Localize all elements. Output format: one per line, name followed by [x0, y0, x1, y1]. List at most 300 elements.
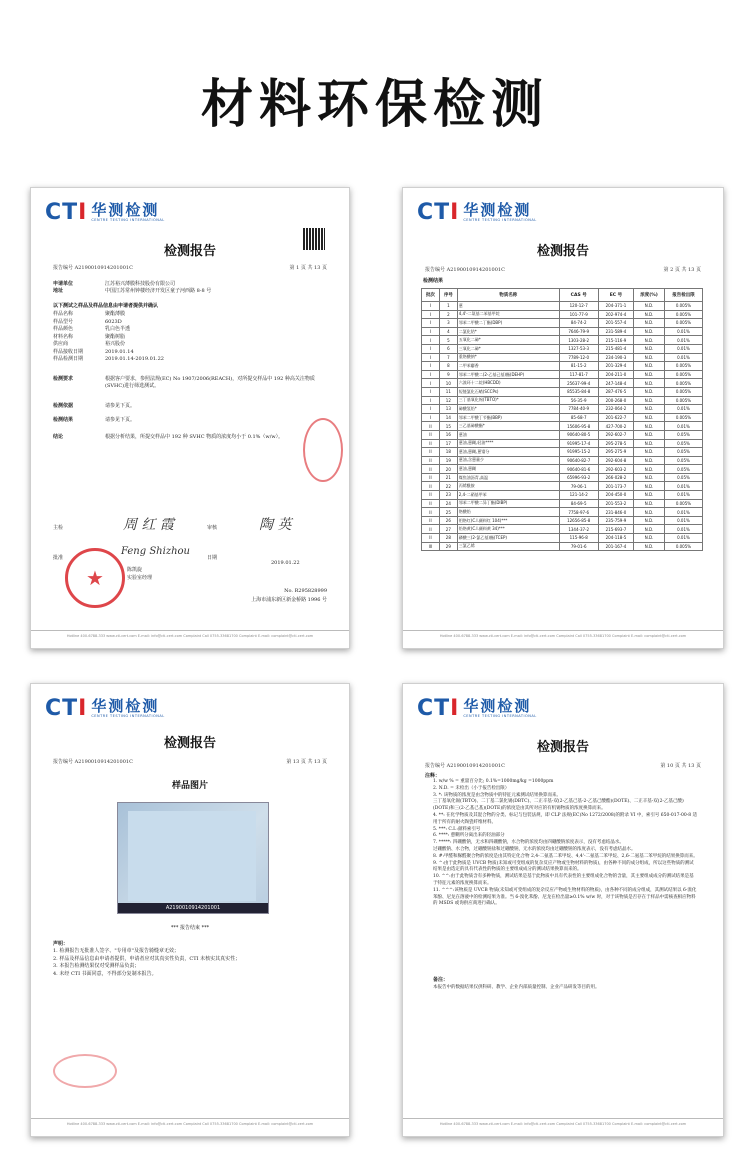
- page-number: 第 13 页 共 13 页: [286, 759, 327, 765]
- table-cell: 邻苯二甲酸二(2-乙基己基)酯(DEHP): [457, 370, 559, 379]
- table-cell: I: [422, 413, 440, 422]
- table-cell: II: [422, 491, 440, 500]
- table-cell: 2,4-二硝基甲苯: [457, 491, 559, 500]
- table-cell: 231-589-4: [598, 327, 633, 336]
- table-cell: N.D.: [634, 482, 665, 491]
- table-cell: 91995-17-4: [559, 439, 598, 448]
- table-cell: I: [422, 370, 440, 379]
- table-cell: 4: [439, 327, 457, 336]
- table-cell: 25637-99-4: [559, 379, 598, 388]
- table-cell: 202-974-4: [598, 310, 633, 319]
- table-cell: II: [422, 422, 440, 431]
- table-row: [422, 362, 703, 371]
- table-cell: N.D.: [634, 362, 665, 371]
- table-cell: 287-476-5: [598, 387, 633, 396]
- note-item: 三丁基氧化锡(TBTO)、二丁基二氯化锡(DBTC)、二正辛基-双(2-乙基己基-2-乙基己酸酯)(DOTE)、二正辛基-双(2-乙基己酸)(DOTE)和三(2-乙基己基)(DOTE)的浓度是由其所对应的有机锡物质的浓度换算而来。: [433, 799, 684, 812]
- table-cell: 0.01%: [664, 491, 702, 500]
- table-cell: 丙烯酰胺: [457, 482, 559, 491]
- table-cell: 28: [439, 534, 457, 543]
- table-cell: 0.005%: [664, 413, 702, 422]
- table-cell: 蒽油,蒽糊,蒽馏分: [457, 448, 559, 457]
- table-cell: 0.01%: [664, 327, 702, 336]
- table-cell: 234-190-3: [598, 353, 633, 362]
- table-cell: 蒽: [457, 302, 559, 311]
- table-cell: II: [422, 448, 440, 457]
- table-cell: 231-846-0: [598, 508, 633, 517]
- table-cell: 204-211-0: [598, 370, 633, 379]
- table-cell: 0.01%: [664, 353, 702, 362]
- table-cell: N.D.: [634, 387, 665, 396]
- table-row: [422, 491, 703, 500]
- table-cell: II: [422, 465, 440, 474]
- table-cell: II: [422, 430, 440, 439]
- table-row: [422, 542, 703, 551]
- table-cell: 200-268-0: [598, 396, 633, 405]
- cti-logo: CTI 华测检测 CENTRE TESTING INTERNATIONAL: [45, 200, 165, 225]
- table-cell: 85535-84-8: [559, 387, 598, 396]
- report-page-2: [402, 187, 724, 649]
- table-row: [422, 473, 703, 482]
- table-cell: 4,4'-二氨基二苯基甲烷: [457, 310, 559, 319]
- statements: [53, 948, 333, 978]
- report-title: 检测报告: [536, 244, 589, 259]
- table-cell: 短链氯化石蜡(SCCPs): [457, 387, 559, 396]
- table-cell: 蒽油,含蒽量少: [457, 456, 559, 465]
- table-cell: N.D.: [634, 396, 665, 405]
- sample-field: 样品名称 聚酯薄膜: [53, 311, 126, 317]
- seal-icon: [53, 1054, 117, 1088]
- table-cell: 0.05%: [664, 456, 702, 465]
- table-cell: 0.005%: [664, 542, 702, 551]
- table-cell: 0.005%: [664, 319, 702, 328]
- table-cell: 266-028-2: [598, 473, 633, 482]
- table-cell: 27: [439, 525, 457, 534]
- report-number: 报告编号 A2190010914201001C: [53, 759, 133, 765]
- table-cell: 90640-80-5: [559, 430, 598, 439]
- table-row: [422, 448, 703, 457]
- table-cell: 1303-28-2: [559, 336, 598, 345]
- table-cell: 115-96-8: [559, 534, 598, 543]
- photo-title: 样品图片: [171, 781, 208, 791]
- table-cell: 0.05%: [664, 448, 702, 457]
- report-number: 报告编号 A2190010914201001C: [425, 267, 505, 273]
- sample-field: 供应商 裕兴股份: [53, 341, 126, 347]
- note-item: 7. *****: 四硼酸钠，无水和四硼酸钠，水合物的浓度均由四硼酸钠浓度表示，没有考虑结晶水。: [433, 840, 624, 846]
- table-cell: 90640-82-7: [559, 456, 598, 465]
- table-cell: 204-118-5: [598, 534, 633, 543]
- table-cell: 17: [439, 439, 457, 448]
- report-number: 报告编号 A2190010914201001C: [53, 265, 133, 271]
- table-cell: 5: [439, 336, 457, 345]
- conclusion: 根据分析结果，所提交样品中 192 种 SVHC 物质的浓度均小于 0.1%（w/w）。: [105, 434, 284, 440]
- note-item: 4. **: 在化学物质及其混合物的分类、标记与包装法规，即 CLP 法规(EC)No 1272/2008)的附录 VI 中，索引号 650-017-00-8 适用于所有的耐火陶瓷纤维材料。: [433, 812, 698, 825]
- table-cell: II: [422, 473, 440, 482]
- note-item: 6. ****: 蒽糊所分离出来的轻油部分: [433, 833, 505, 839]
- table-cell: 15: [439, 422, 457, 431]
- table-cell: 煤焦油沥青,高温: [457, 473, 559, 482]
- table-cell: 邻苯二甲酸二丁酯(DBP): [457, 319, 559, 328]
- table-cell: 10: [439, 379, 457, 388]
- table-cell: 1327-53-3: [559, 344, 598, 353]
- table-row: [422, 499, 703, 508]
- table-cell: 7789-12-0: [559, 353, 598, 362]
- table-cell: 0.01%: [664, 336, 702, 345]
- table-cell: 重铬酸钠*: [457, 353, 559, 362]
- table-cell: 201-167-4: [598, 542, 633, 551]
- table-cell: 蒽油,蒽糊,轻油****: [457, 439, 559, 448]
- table-cell: 14: [439, 413, 457, 422]
- report-date: 2019.01.22: [271, 560, 300, 566]
- table-cell: 117-81-7: [559, 370, 598, 379]
- table-cell: I: [422, 396, 440, 405]
- table-cell: 9: [439, 370, 457, 379]
- table-cell: 0.01%: [664, 534, 702, 543]
- table-header: EC 号: [598, 289, 633, 302]
- table-cell: N.D.: [634, 491, 665, 500]
- report-title: 检测报告: [163, 736, 216, 751]
- table-cell: N.D.: [634, 448, 665, 457]
- table-cell: 25: [439, 508, 457, 517]
- table-cell: 砷酸氢铅*: [457, 405, 559, 414]
- table-cell: II: [422, 482, 440, 491]
- table-cell: II: [422, 525, 440, 534]
- table-row: [422, 405, 703, 414]
- sample-field: 样品检测日期 2019.01.14-2019.01.22: [53, 356, 164, 362]
- sample-field: 材料名称 聚酯树脂: [53, 333, 126, 340]
- table-cell: 56-35-9: [559, 396, 598, 405]
- table-cell: I: [422, 310, 440, 319]
- table-cell: 215-116-9: [598, 336, 633, 345]
- table-cell: 0.05%: [664, 430, 702, 439]
- table-row: [422, 422, 703, 431]
- report-page-10: CTI 华测检测 CENTRE TESTING INTERNATIONAL 检测报告 报告编号 A2190010914201001C 第 10 页 共 13 页 注释： 1. w/w % = 重量百分比; 0.1%=1000mg/kg =1000ppm 2. N.D. = 未检出（小于报告检出限） 3. *: 该物质的浓度是由含物质中的特征元素测试结果换算而来。 三丁基氧化锡(TBTO)、二丁基二氯化锡(DBTC)、二正辛基-双(2-乙基己基-2-乙基己酸酯)(DOTE)、二正辛基-双(2-乙基己酸)(DOTE)和三(2-乙基己基)(DOTE)的浓度是由其所对应的有机锡物质的浓度换算而来。 4. **: 在化学物质及其混合物的分类、标记与包装法规，即 CLP 法规(EC)No 1272/2008)的附录 VI 中，索引号 650-017-00-8 适用于所有的耐火陶瓷纤维材料。 5. ***: C.I.:颜料索引号 6. ****: 蒽糊所分离出来的轻油部分 7. *****: 四硼酸钠，无水和四硼酸钠，水合物的浓度均由四硼酸钠浓度表示，没有考虑结晶水。 过硼酸钠、水合物，过硼酸钠盐和过硼酸钠，无水的浓度均由过硼酸钠的浓度表示，没有考虑结晶水。 8. #:甲醛和脲醛聚合物的浓度是由其特定化合物 2,4-二氨基二苯甲烷、4,4'-二氨基二苯甲烷、2,6-二氨基二苯甲烷的结果换算而来。 9. ^:由于此物质是 UVCB 物质(未知或可变组成的复杂反应产物或生物材料的物质)，由各种不同的成分组成，所以这些物质的测试结果是由选定的具有代表性的物质的主要组成成分的测试结果换算而来的。 10. ^^:由于此物质含有多种物质，测试结果是基于此物质中具有代表性的主要组成化合物的含量，其主要组成成分的测试结果是基于特征元素的浓度换算而来。 11. ^^^:该物质是 UVCB 物质(未知或可变组成的复杂反应产物或生物材料的物质)，由各种不同的成分组成，其测试结果以 6-溴化苯酚、尼龙在溶液中的检测结果为准。当 6-溴化苯酚、尼龙在检出量≥0.1% w/w 时，对于该物质是否存在于样品中需核查相应物料的 MSDS 或询供应商进行确认。 备注： 本报告中的数据结果仅供科研、教学、企业内部质量控制、企业产品研发等目的用。 Hotline 400-6788-333 www.cti-cert.com E-mail: info@cti-cert.com Complaint Call 0755-33681700 Complaint E-mail: complaint@cti-cert.com: [402, 683, 724, 1137]
- table-cell: 65996-93-2: [559, 473, 598, 482]
- table-row: [422, 430, 703, 439]
- table-cell: 101-77-9: [559, 310, 598, 319]
- table-cell: I: [422, 405, 440, 414]
- table-cell: 二氯化钴*: [457, 327, 559, 336]
- table-cell: 20: [439, 465, 457, 474]
- table-cell: N.D.: [634, 465, 665, 474]
- table-cell: N.D.: [634, 379, 665, 388]
- table-cell: 7758-97-6: [559, 508, 598, 517]
- table-cell: 0.01%: [664, 516, 702, 525]
- table-header: 浓度(%): [634, 289, 665, 302]
- table-row: [422, 516, 703, 525]
- table-row: [422, 353, 703, 362]
- table-row: [422, 439, 703, 448]
- table-cell: II: [422, 499, 440, 508]
- statement-item: 4. 未经 CTI 书面同意，不得部分复制本报告。: [53, 970, 157, 977]
- table-cell: 121-14-2: [559, 491, 598, 500]
- table-cell: 0.005%: [664, 379, 702, 388]
- statement-item: 3. 本报告检测结果仅对受测样品负责；: [53, 963, 140, 969]
- table-cell: 0.01%: [664, 508, 702, 517]
- table-cell: 19: [439, 456, 457, 465]
- table-cell: 7646-79-9: [559, 327, 598, 336]
- table-cell: N.D.: [634, 405, 665, 414]
- table-cell: 215-481-4: [598, 344, 633, 353]
- table-cell: N.D.: [634, 534, 665, 543]
- table-cell: 0.05%: [664, 473, 702, 482]
- table-cell: 0.005%: [664, 370, 702, 379]
- signature-compiled: 周 红 霞: [123, 517, 174, 533]
- sample-field: 样品颜色 乳白色半透: [53, 326, 131, 332]
- signature-reviewed: 陶 英: [259, 517, 292, 533]
- table-cell: 22: [439, 482, 457, 491]
- footer: Hotline 400-6788-333 www.cti-cert.com E-mail: info@cti-cert.com Complaint Call 0755-33681700 Complaint E-mail: complaint@cti-cert.com: [31, 630, 349, 638]
- table-cell: 292-604-8: [598, 456, 633, 465]
- table-cell: 三氯乙烯: [457, 542, 559, 551]
- table-cell: I: [422, 362, 440, 371]
- table-cell: 292-602-7: [598, 430, 633, 439]
- table-row: [422, 344, 703, 353]
- note-item: 3. *: 该物质的浓度是由含物质中的特征元素测试结果换算而来。: [433, 792, 561, 798]
- table-cell: 247-148-4: [598, 379, 633, 388]
- table-cell: 11: [439, 387, 457, 396]
- sample-section: 以下测试之样品及样品信息由申请者提供并确认: [53, 303, 159, 309]
- signature-approved: Feng Shizhou: [121, 546, 190, 557]
- results-section: 检测结果: [423, 278, 444, 284]
- note-item: 2. N.D. = 未检出（小于报告检出限）: [433, 785, 510, 791]
- table-cell: 23: [439, 491, 457, 500]
- report-number: 报告编号 A2190010914201001C: [425, 763, 505, 769]
- report-title: 检测报告: [536, 740, 589, 755]
- table-cell: 二甲苯麝香: [457, 362, 559, 371]
- page-number: 第 10 页 共 13 页: [660, 763, 701, 769]
- table-cell: 235-759-9: [598, 516, 633, 525]
- table-cell: 295-278-5: [598, 439, 633, 448]
- table-cell: 12656-85-8: [559, 516, 598, 525]
- notes: [433, 779, 698, 908]
- table-cell: N.D.: [634, 327, 665, 336]
- photo-caption: A2190010914201001: [118, 903, 268, 913]
- table-cell: 232-064-2: [598, 405, 633, 414]
- note-item: 9. ^:由于此物质是 UVCB 物质(未知或可变组成的复杂反应产物或生物材料的物质)，由各种不同的成分组成，所以这些物质的测试结果是由选定的具有代表性的物质的主要组成成分的测试结果换算而来的。: [433, 860, 694, 873]
- table-row: [422, 525, 703, 534]
- table-cell: 91995-15-2: [559, 448, 598, 457]
- table-cell: 0.01%: [664, 422, 702, 431]
- table-cell: N.D.: [634, 499, 665, 508]
- table-cell: 204-371-1: [598, 302, 633, 311]
- sample-field: 样品接收日期 2019.01.14: [53, 348, 134, 355]
- sample-photo: [117, 802, 269, 914]
- table-row: [422, 379, 703, 388]
- table-cell: N.D.: [634, 310, 665, 319]
- table-cell: 201-173-7: [598, 482, 633, 491]
- table-cell: 18: [439, 448, 457, 457]
- table-cell: N.D.: [634, 516, 665, 525]
- table-cell: I: [422, 327, 440, 336]
- cti-logo: CTI 华测检测 CENTRE TESTING INTERNATIONAL: [417, 696, 537, 721]
- footer: Hotline 400-6788-333 www.cti-cert.com E-mail: info@cti-cert.com Complaint Call 0755-33681700 Complaint E-mail: complaint@cti-cert.com: [403, 630, 723, 638]
- table-cell: 201-553-2: [598, 499, 633, 508]
- table-cell: 五氧化二砷*: [457, 336, 559, 345]
- table-cell: N.D.: [634, 344, 665, 353]
- statement-item: 2. 样品及样品信息由申请者提供，申请者应对其真实性负责，CTI 未核实其真实性；: [53, 955, 241, 962]
- table-cell: N.D.: [634, 413, 665, 422]
- report-page-1: CTI 华测检测 CENTRE TESTING INTERNATIONAL 检测报告 报告编号 A2190010914201001C 第 1 页 共 13 页 申请单位 江苏裕兴薄膜科技股份有限公司 地址 中国江苏常州钟楼经济开发区童子河西路 8-8 号 以下测试之样品及样品信息由申请者提供并确认 样品名称 聚酯薄膜 样品型号 6023D 样品颜色 乳白色半透 材料名称 聚酯树脂 供应商 裕兴股份 样品接收日期 2019.01.14 样品检测日期 2019.01.14-2019.01.22 检测要求 根据客户要求，参照法规(EC) No 1907/2006(REACH)，对所提交样品中 192 种高关注物质(SVHC)进行筛选测试。 检测依据 请参见下页。 检测结果 请参见下页。 结论 根据分析结果，所提交样品中 192 种 SVHC 物质的浓度均小于 0.1%（w/w）。 主检 周 红 霞 审核 陶 英 批准 Feng Shizhou 陈凯旋 实验室经理 日期 2019.01.22 ★ No. R295828999 上海市浦东新区新金桥路 1996 号 Hotline 400-6788-333 www.cti-cert.com E-mail: info@cti-cert.com Complaint Call 0755-33681700 Complaint E-mail: complaint@cti-cert.com: [30, 187, 350, 649]
- table-cell: 0.05%: [664, 439, 702, 448]
- table-cell: N.D.: [634, 302, 665, 311]
- table-cell: 24: [439, 499, 457, 508]
- table-row: [422, 534, 703, 543]
- table-cell: I: [422, 387, 440, 396]
- table-cell: 427-700-2: [598, 422, 633, 431]
- table-cell: N.D.: [634, 525, 665, 534]
- table-cell: 钼铬红(C.I.颜料红 104)***: [457, 516, 559, 525]
- table-cell: 204-450-0: [598, 491, 633, 500]
- table-cell: 12: [439, 396, 457, 405]
- table-cell: 三氧化二砷*: [457, 344, 559, 353]
- cti-logo: CTI 华测检测 CENTRE TESTING INTERNATIONAL: [45, 696, 165, 721]
- table-cell: N.D.: [634, 439, 665, 448]
- sample-fields: [53, 310, 164, 363]
- table-cell: 1: [439, 302, 457, 311]
- table-row: [422, 387, 703, 396]
- table-cell: N.D.: [634, 422, 665, 431]
- table-cell: 0.01%: [664, 344, 702, 353]
- table-cell: II: [422, 516, 440, 525]
- table-cell: 85-68-7: [559, 413, 598, 422]
- table-cell: N.D.: [634, 370, 665, 379]
- table-cell: 0.005%: [664, 362, 702, 371]
- table-cell: II: [422, 534, 440, 543]
- table-cell: I: [422, 302, 440, 311]
- table-cell: N.D.: [634, 508, 665, 517]
- table-cell: II: [422, 439, 440, 448]
- table-cell: N.D.: [634, 336, 665, 345]
- table-header: 物质名称: [457, 289, 559, 302]
- table-cell: 0.005%: [664, 499, 702, 508]
- note-item: 5. ***: C.I.:颜料索引号: [433, 826, 481, 832]
- table-cell: 201-622-7: [598, 413, 633, 422]
- results-table: [421, 288, 703, 551]
- table-cell: 16: [439, 430, 457, 439]
- table-cell: 21: [439, 473, 457, 482]
- table-cell: 79-06-1: [559, 482, 598, 491]
- table-cell: 邻苯二甲酸二异丁酯(DIBP): [457, 499, 559, 508]
- table-cell: 201-329-4: [598, 362, 633, 371]
- table-row: [422, 508, 703, 517]
- table-cell: 81-15-2: [559, 362, 598, 371]
- report-page-13: CTI 华测检测 CENTRE TESTING INTERNATIONAL 检测报告 报告编号 A2190010914201001C 第 13 页 共 13 页 样品图片 A2190010914201001 *** 报告结束 *** 声明： 1. 检测报告无批准人签字、"专用章"及报告骑缝章无效； 2. 样品及样品信息由申请者提供，申请者应对其真实性负责，CTI 未核实其真实性； 3. 本报告检测结果仅对受测样品负责； 4. 未经 CTI 书面同意，不得部分复制本报告。 Hotline 400-6788-333 www.cti-cert.com E-mail: info@cti-cert.com Complaint Call 0755-33681700 Complaint E-mail: complaint@cti-cert.com: [30, 683, 350, 1137]
- cti-logo: CTI 华测检测 CENTRE TESTING INTERNATIONAL: [417, 200, 537, 225]
- page-number: 第 2 页 共 13 页: [663, 267, 701, 273]
- table-cell: I: [422, 379, 440, 388]
- table-cell: 84-69-5: [559, 499, 598, 508]
- table-cell: I: [422, 353, 440, 362]
- table-cell: N.D.: [634, 319, 665, 328]
- table-row: [422, 482, 703, 491]
- table-cell: 0.01%: [664, 405, 702, 414]
- table-cell: N.D.: [634, 542, 665, 551]
- table-row: [422, 456, 703, 465]
- table-cell: 0.005%: [664, 387, 702, 396]
- table-cell: 215-693-7: [598, 525, 633, 534]
- table-cell: III: [422, 542, 440, 551]
- table-cell: 13: [439, 405, 457, 414]
- sample-field: 样品型号 6023D: [53, 318, 122, 325]
- table-cell: II: [422, 508, 440, 517]
- test-requirement: 根据客户要求，参照法规(EC) No 1907/2006(REACH)，对所提交样品中 192 种高关注物质(SVHC)进行筛选测试。: [105, 376, 315, 389]
- table-row: [422, 465, 703, 474]
- report-end: *** 报告结束 ***: [170, 925, 210, 931]
- official-seal-icon: ★: [65, 548, 125, 608]
- table-header: CAS 号: [559, 289, 598, 302]
- table-cell: 90640-81-6: [559, 465, 598, 474]
- table-cell: N.D.: [634, 473, 665, 482]
- table-cell: 磷酸三(2-氯乙基)酯(TCEP): [457, 534, 559, 543]
- table-cell: I: [422, 344, 440, 353]
- page-number: 第 1 页 共 13 页: [289, 265, 327, 271]
- table-header: 序号: [439, 289, 457, 302]
- table-row: [422, 327, 703, 336]
- table-cell: 120-12-7: [559, 302, 598, 311]
- note-item: 过硼酸钠、水合物，过硼酸钠盐和过硼酸钠，无水的浓度均由过硼酸钠的浓度表示，没有考虑结晶水。: [433, 846, 636, 852]
- table-cell: 3: [439, 319, 457, 328]
- remark: 本报告中的数据结果仅供科研、教学、企业内部质量控制、企业产品研发等目的用。: [433, 985, 600, 990]
- table-row: [422, 336, 703, 345]
- footer: Hotline 400-6788-333 www.cti-cert.com E-mail: info@cti-cert.com Complaint Call 0755-33681700 Complaint E-mail: complaint@cti-cert.com: [31, 1118, 349, 1126]
- table-cell: 0.01%: [664, 482, 702, 491]
- table-cell: 2: [439, 310, 457, 319]
- table-cell: 0.05%: [664, 465, 702, 474]
- table-row: [422, 413, 703, 422]
- table-cell: N.D.: [634, 430, 665, 439]
- table-cell: 0.005%: [664, 302, 702, 311]
- note-item: 10. ^^:由于此物质含有多种物质，测试结果是基于此物质中具有代表性的主要组成化合物的含量，其主要组成成分的测试结果是基于特征元素的浓度换算而来。: [433, 874, 694, 886]
- table-cell: 铅铬黄(C.I.颜料黄 34)***: [457, 525, 559, 534]
- table-cell: 295-275-9: [598, 448, 633, 457]
- table-cell: N.D.: [634, 353, 665, 362]
- applicant: 江苏裕兴薄膜科技股份有限公司: [105, 281, 176, 287]
- table-cell: 三丁基氧化锡(TBTO)*: [457, 396, 559, 405]
- table-cell: N.D.: [634, 456, 665, 465]
- table-cell: 蒽油,蒽糊: [457, 465, 559, 474]
- table-cell: 蒽油: [457, 430, 559, 439]
- table-cell: 六溴环十二烷(HBCDD): [457, 379, 559, 388]
- statement-item: 1. 检测报告无批准人签字、"专用章"及报告骑缝章无效；: [53, 948, 179, 954]
- note-item: 11. ^^^:该物质是 UVCB 物质(未知或可变组成的复杂反应产物或生物材料的物质)，由各种不同的成分组成，其测试结果以 6-溴化苯酚、尼龙在溶液中的检测结果为准。当 6-溴化苯酚、尼龙在检出量≥0.1% w/w 时，对于该物质是否存在于样品中需核查相应物料的 MSDS 或询供应商进行确认。: [433, 887, 697, 907]
- table-cell: 7: [439, 353, 457, 362]
- address: 中国江苏常州钟楼经济开发区童子河西路 8-8 号: [105, 288, 212, 294]
- table-cell: 7784-40-9: [559, 405, 598, 414]
- table-header: 报告检出限: [664, 289, 702, 302]
- table-cell: 8: [439, 362, 457, 371]
- table-cell: 1344-37-2: [559, 525, 598, 534]
- table-cell: I: [422, 336, 440, 345]
- table-cell: 三乙基砷酸酯*: [457, 422, 559, 431]
- table-cell: 0.01%: [664, 525, 702, 534]
- table-cell: 邻苯二甲酸丁苄酯(BBP): [457, 413, 559, 422]
- table-cell: 292-603-2: [598, 465, 633, 474]
- footer: Hotline 400-6788-333 www.cti-cert.com E-mail: info@cti-cert.com Complaint Call 0755-33681700 Complaint E-mail: complaint@cti-cert.com: [403, 1118, 723, 1126]
- table-cell: I: [422, 319, 440, 328]
- side-seal-icon: [303, 418, 343, 482]
- table-cell: 84-74-2: [559, 319, 598, 328]
- table-cell: 铬酸铅: [457, 508, 559, 517]
- table-row: [422, 319, 703, 328]
- table-cell: 0.005%: [664, 396, 702, 405]
- table-cell: 79-01-6: [559, 542, 598, 551]
- table-cell: II: [422, 456, 440, 465]
- note-item: 1. w/w % = 重量百分比; 0.1%=1000mg/kg =1000ppm: [433, 779, 554, 784]
- table-row: [422, 310, 703, 319]
- table-cell: 0.005%: [664, 310, 702, 319]
- table-cell: 29: [439, 542, 457, 551]
- table-header: 批次: [422, 289, 440, 302]
